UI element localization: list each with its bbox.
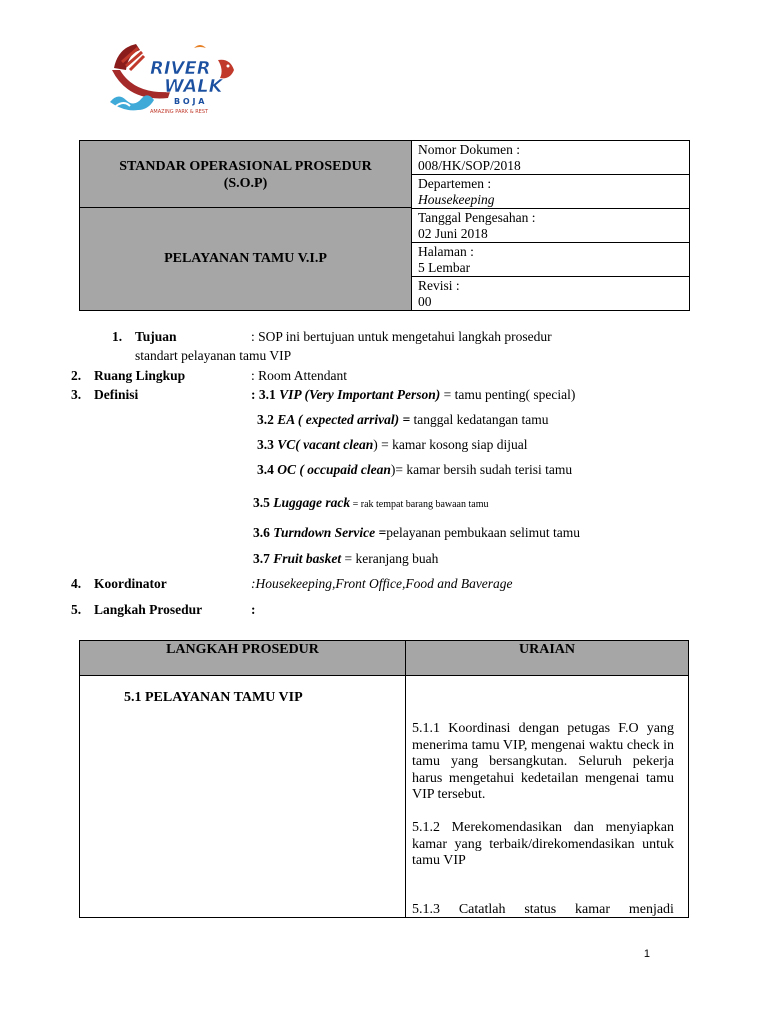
definition-3-4 xyxy=(257,461,572,478)
section-1-number: 1. xyxy=(112,329,123,344)
department-field xyxy=(411,175,689,209)
section-3-number: 3. xyxy=(71,387,82,402)
header-subtitle-cell xyxy=(80,208,411,310)
procedure-step-word: kamar xyxy=(575,902,611,917)
section-2-text: : Room Attendant xyxy=(251,368,347,383)
department-value: Housekeeping xyxy=(418,192,495,207)
procedure-table-header-divider xyxy=(80,675,688,676)
header-title-line2: (S.O.P) xyxy=(223,176,268,191)
section-1-text-cont: standart pelayanan tamu VIP xyxy=(135,348,292,363)
procedure-step-5-1-1: 5.1.1 Koordinasi dengan petugas F.O yang menerima tamu VIP, mengenai waktu check in tamu yang bersangkutan. Seluruh pekerja harus mengetahui kedetailan mengenai tamu VIP tersebut. xyxy=(412,721,674,802)
definition-3-3-term: VC( vacant clean xyxy=(277,437,374,452)
definition-3-6-desc: pelayanan pembukaan selimut tamu xyxy=(386,525,581,540)
procedure-step-word: 5.1.3 xyxy=(412,902,440,917)
header-title-line1: STANDAR OPERASIONAL PROSEDUR xyxy=(119,159,372,174)
page-number: 1 xyxy=(643,948,650,960)
section-1-label: Tujuan xyxy=(135,329,177,344)
definition-3-7-term: Fruit basket xyxy=(273,551,342,566)
definition-3-4-number: 3.4 xyxy=(257,462,278,477)
pages-field xyxy=(411,243,689,277)
document-header-table xyxy=(79,140,690,311)
section-4-number: 4. xyxy=(71,576,82,591)
definition-3-5 xyxy=(253,494,488,513)
section-1-text: : SOP ini bertujuan untuk mengetahui langkah prosedur xyxy=(251,329,552,344)
river-walk-logo xyxy=(108,40,240,118)
definition-3-2 xyxy=(257,411,549,428)
logo-tagline: AMAZING PARK & REST xyxy=(150,109,209,115)
logo-text-boja: B O J A xyxy=(174,97,205,106)
procedure-table-header-description: URAIAN xyxy=(405,641,688,676)
procedure-table xyxy=(79,640,689,918)
logo-text-walk: WALK xyxy=(164,76,223,97)
procedure-step-5-1-3 xyxy=(412,902,674,919)
definition-3-2-term: EA ( expected arrival) = xyxy=(277,412,411,427)
approval-date-value: 02 Juni 2018 xyxy=(418,226,488,241)
procedure-table-header-steps: LANGKAH PROSEDUR xyxy=(80,641,405,676)
header-subtitle: PELAYANAN TAMU V.I.P xyxy=(164,251,327,266)
definition-3-1 xyxy=(251,386,575,403)
definition-3-2-number: 3.2 xyxy=(257,412,278,427)
definition-3-6 xyxy=(253,524,580,541)
section-5-number: 5. xyxy=(71,602,82,617)
definition-3-5-desc: = rak tempat barang bawaan tamu xyxy=(350,499,489,510)
approval-date-label: Tanggal Pengesahan : xyxy=(418,210,536,225)
header-title xyxy=(80,158,411,192)
procedure-step-5-1-2: 5.1.2 Merekomendasikan dan menyiapkan kamar yang terbaik/direkomendasikan untuk tamu VIP xyxy=(412,820,674,868)
definition-3-7 xyxy=(253,550,438,567)
doc-number-field xyxy=(411,141,689,175)
pages-value: 5 Lembar xyxy=(418,260,471,275)
definition-3-1-number: : 3.1 xyxy=(251,387,280,402)
procedure-table-column-divider xyxy=(405,675,406,917)
section-4-text: :Housekeeping,Front Office,Food and Baverage xyxy=(251,576,513,591)
procedure-step-word: menjadi xyxy=(628,902,674,917)
department-label: Departemen : xyxy=(418,176,492,191)
procedure-section-title: 5.1 PELAYANAN TAMU VIP xyxy=(124,690,303,705)
doc-number-value: 008/HK/SOP/2018 xyxy=(418,158,521,173)
header-title-cell xyxy=(80,141,411,208)
procedure-step-word: status xyxy=(524,902,557,917)
logo-text-river: RIVER xyxy=(150,58,211,79)
revision-value: 00 xyxy=(418,294,432,309)
revision-label: Revisi : xyxy=(418,278,460,293)
definition-3-4-term: OC ( occupaid clean xyxy=(277,462,391,477)
pages-label: Halaman : xyxy=(418,244,474,259)
section-5-label: Langkah Prosedur xyxy=(94,602,203,617)
definition-3-7-number: 3.7 xyxy=(253,551,274,566)
definition-3-2-desc: tanggal kedatangan tamu xyxy=(410,412,549,427)
definition-3-5-number: 3.5 xyxy=(253,495,274,510)
doc-number-label: Nomor Dokumen : xyxy=(418,142,520,157)
revision-field xyxy=(411,277,689,310)
procedure-step-word: Catatlah xyxy=(458,902,506,917)
definition-3-1-term: VIP (Very Important Person) xyxy=(279,387,441,402)
definition-3-6-term: Turndown Service = xyxy=(273,525,387,540)
definition-3-3-desc: ) = kamar kosong siap dijual xyxy=(373,437,528,452)
definition-3-3-number: 3.3 xyxy=(257,437,278,452)
section-5-colon: : xyxy=(251,602,256,617)
definition-3-3 xyxy=(257,436,527,453)
definition-3-7-desc: = keranjang buah xyxy=(341,551,439,566)
definition-3-4-desc: )= kamar bersih sudah terisi tamu xyxy=(390,462,573,477)
approval-date-field xyxy=(411,209,689,243)
section-2-label: Ruang Lingkup xyxy=(94,368,186,383)
section-4-label: Koordinator xyxy=(94,576,167,591)
definition-3-6-number: 3.6 xyxy=(253,525,274,540)
section-3-label: Definisi xyxy=(94,387,139,402)
section-2-number: 2. xyxy=(71,368,82,383)
definition-3-1-desc: = tamu penting( special) xyxy=(440,387,576,402)
definition-3-5-term: Luggage rack xyxy=(273,495,351,510)
